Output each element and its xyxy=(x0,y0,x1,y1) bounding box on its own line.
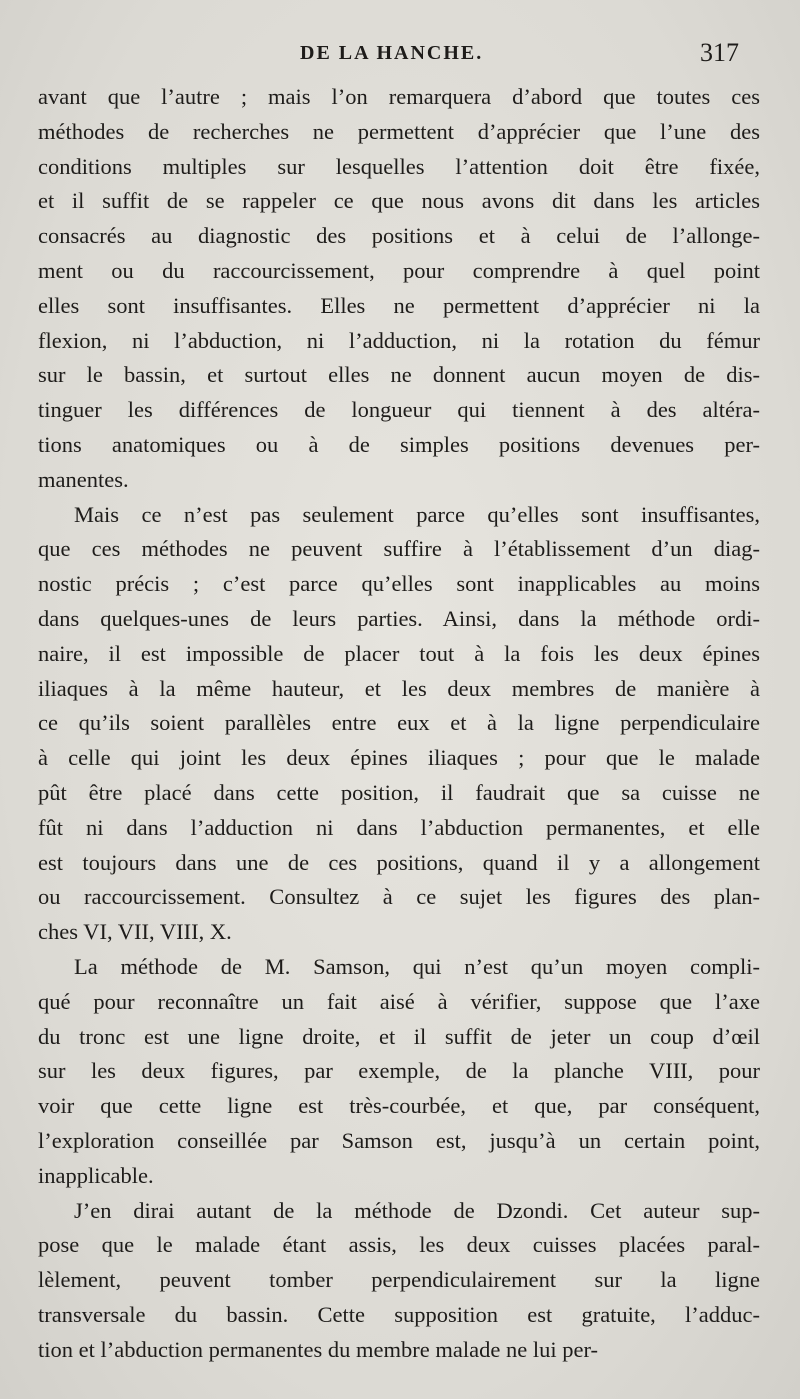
text-line: consacrés au diagnostic des positions et à celui de l’allonge- xyxy=(38,223,760,249)
paragraph xyxy=(38,1194,760,1368)
text-line: pose que le malade étant assis, les deux cuisses placées paral- xyxy=(38,1232,760,1258)
text-line: lèlement, peuvent tomber perpendiculairement sur la ligne xyxy=(38,1267,760,1293)
text-line: flexion, ni l’abduction, ni l’adduction, ni la rotation du fémur xyxy=(38,327,760,353)
text-line: qué pour reconnaître un fait aisé à vérifier, suppose que l’axe xyxy=(38,988,760,1014)
text-line: tinguer les différences de longueur qui tiennent à des altéra- xyxy=(38,397,760,423)
text-line: naire, il est impossible de placer tout à la fois les deux épines xyxy=(38,640,760,666)
text-line: à celle qui joint les deux épines iliaques ; pour que le malade xyxy=(38,745,760,771)
text-line: dans quelques-unes de leurs parties. Ainsi, dans la méthode ordi- xyxy=(38,605,760,631)
text-line: sur les deux figures, par exemple, de la planche VIII, pour xyxy=(38,1058,760,1084)
text-line: du tronc est une ligne droite, et il suffit de jeter un coup d’œil xyxy=(38,1023,760,1049)
text-line: ment ou du raccourcissement, pour comprendre à quel point xyxy=(38,257,760,283)
text-line: iliaques à la même hauteur, et les deux membres de manière à xyxy=(38,675,760,701)
text-line: Mais ce n’est pas seulement parce qu’elles sont insuffisantes, xyxy=(74,501,760,527)
text-line: J’en dirai autant de la méthode de Dzondi. Cet auteur sup- xyxy=(74,1197,760,1223)
paragraph xyxy=(38,80,760,498)
text-line: La méthode de M. Samson, qui n’est qu’un moyen compli- xyxy=(74,953,760,979)
page-number: 317 xyxy=(700,38,739,67)
text-line: avant que l’autre ; mais l’on remarquera d’abord que toutes ces xyxy=(38,84,760,109)
paragraph xyxy=(38,950,760,1194)
text-line: transversale du bassin. Cette supposition est gratuite, l’adduc- xyxy=(38,1301,760,1327)
text-line: manentes. xyxy=(38,466,129,492)
text-line: ou raccourcissement. Consultez à ce sujet les figures des plan- xyxy=(38,884,760,910)
text-line: pût être placé dans cette position, il faudrait que sa cuisse ne xyxy=(38,779,760,805)
running-head: DE LA HANCHE. xyxy=(300,42,484,64)
text-line: l’exploration conseillée par Samson est, jusqu’à un certain point, xyxy=(38,1127,760,1153)
body-text xyxy=(38,80,760,1367)
text-line: et il suffit de se rappeler ce que nous avons dit dans les articles xyxy=(38,188,760,214)
text-line: que ces méthodes ne peuvent suffire à l’établissement d’un diag- xyxy=(38,536,760,562)
text-line: fût ni dans l’adduction ni dans l’abduction permanentes, et elle xyxy=(38,814,760,840)
text-line: méthodes de recherches ne permettent d’apprécier que l’une des xyxy=(38,118,760,144)
page-header xyxy=(0,38,800,76)
text-line: ches VI, VII, VIII, X. xyxy=(38,919,232,945)
paragraph xyxy=(38,498,760,950)
text-line: tion et l’abduction permanentes du membre malade ne lui per- xyxy=(38,1336,598,1362)
text-line: tions anatomiques ou à de simples positions devenues per- xyxy=(38,431,760,457)
text-line: elles sont insuffisantes. Elles ne permettent d’apprécier ni la xyxy=(38,292,760,318)
text-line: sur le bassin, et surtout elles ne donnent aucun moyen de dis- xyxy=(38,362,760,388)
text-line: nostic précis ; c’est parce qu’elles sont inapplicables au moins xyxy=(38,571,760,597)
text-line: conditions multiples sur lesquelles l’attention doit être fixée, xyxy=(38,153,760,179)
text-line: est toujours dans une de ces positions, quand il y a allongement xyxy=(38,849,760,875)
text-line: voir que cette ligne est très-courbée, et que, par conséquent, xyxy=(38,1093,760,1119)
text-line: inapplicable. xyxy=(38,1162,154,1188)
text-line: ce qu’ils soient parallèles entre eux et à la ligne perpendiculaire xyxy=(38,710,760,736)
